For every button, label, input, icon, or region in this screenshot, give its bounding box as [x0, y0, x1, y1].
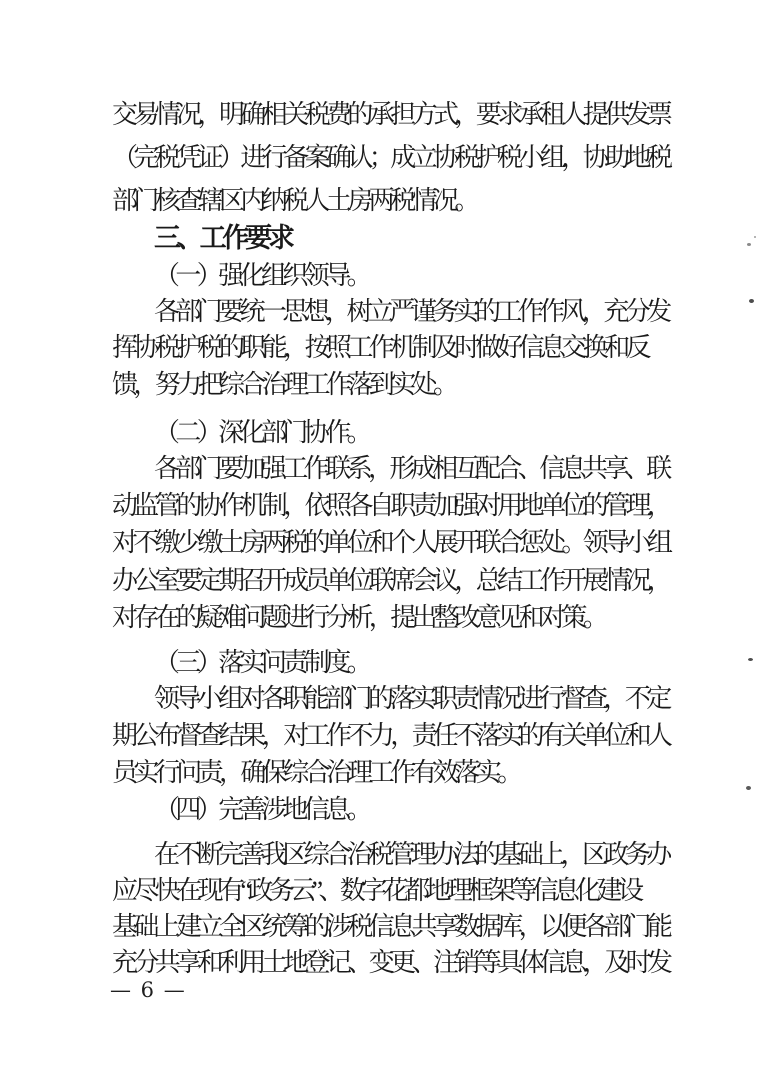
text-line: 基础上建立全区统筹的涉税信息共享数据库，以便各部门能: [112, 912, 669, 941]
scan-speck: [746, 786, 751, 790]
text-line: 应尽快在现有“政务云”、数字花都地理框架等信息化建设: [112, 876, 640, 905]
text-line: 挥协税护税的职能，按照工作机制及时做好信息交换和反: [112, 333, 648, 362]
text-line: 在不断完善我区综合治税管理办法的基础上，区政务办: [154, 840, 668, 869]
text-line: 各部门要加强工作联系，形成相互配合、信息共享、联: [154, 454, 668, 483]
subheading-3: （三）落实问责制度。: [154, 648, 369, 677]
scan-speck: [748, 658, 753, 661]
text-line: 各部门要统一思想，树立严谨务实的工作作风，充分发: [154, 297, 668, 326]
text-line: 交易情况，明确相关税费的承担方式，要求承租人提供发票: [112, 100, 669, 129]
text-line: 馈，努力把综合治理工作落到实处。: [112, 370, 455, 399]
subheading-4: （四）完善涉地信息。: [154, 795, 369, 824]
subheading-2: （二）深化部门协作。: [154, 418, 369, 447]
text-line: 动监管的协作机制，依照各自职责加强对用地单位的管理，: [112, 491, 669, 520]
text-line: 员实行问责，确保综合治理工作有效落实。: [112, 758, 519, 787]
text-line: 对存在的疑难问题进行分析，提出整改意见和对策。: [112, 603, 605, 632]
heading-work-requirements: 三、工作要求: [154, 223, 291, 253]
text-line: 充分共享和利用土地登记、变更、注销等具体信息，及时发: [112, 948, 669, 977]
text-line: 领导小组对各职能部门的落实职责情况进行督查，不定: [154, 684, 668, 713]
subheading-1: （一）强化组织领导。: [154, 261, 369, 290]
text-line: 部门核查辖区内纳税人土房两税情况。: [112, 186, 476, 215]
scan-speck: [747, 243, 751, 246]
text-line: 办公室要定期召开成员单位联席会议，总结工作开展情况，: [112, 566, 669, 595]
page-number: — 6 —: [110, 978, 187, 1002]
scan-speck: [754, 236, 756, 238]
scan-speck: [749, 299, 754, 303]
text-line: 期公布督查结果，对工作不力，责任不落实的有关单位和人: [112, 721, 669, 750]
text-line: （完税凭证）进行备案确认；成立协税护税小组，协助地税: [112, 143, 669, 172]
text-line: 对不缴少缴土房两税的单位和个人展开联合惩处。领导小组: [112, 528, 669, 557]
